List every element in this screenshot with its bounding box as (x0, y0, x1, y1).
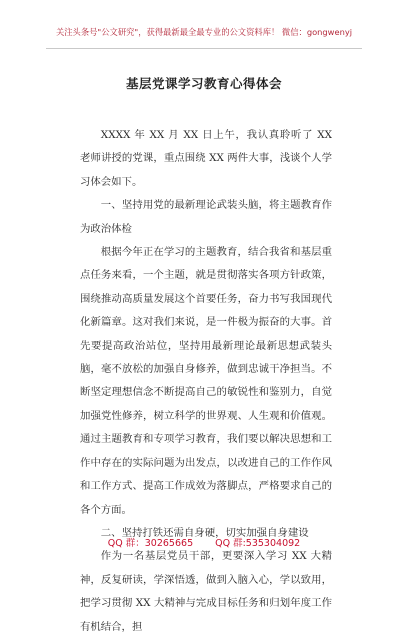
section-heading-2: 二、坚持打铁还需自身硬，切实加强自身建设 (100, 526, 309, 539)
document-body (80, 124, 332, 639)
footer-qq-group-1: QQ 群：30265665 (107, 538, 194, 549)
section-heading-1: 一、坚持用党的最新理论武装头脑，将主题教育作为政治体检 (80, 199, 332, 235)
document-title: 基层党课学习教育心得体会 (125, 76, 282, 91)
footer-contact (0, 535, 408, 549)
paragraph-section-1: 根据今年正在学习的主题教育，结合我省和基层重点任务来看，一个主题，就是贯彻落实各项方针政策，围绕推动高质量发展这个首要任务，奋力书写我国现代化新篇章。这对我们来说，是一件极为振奋的大事。首先要提高政治站位，坚持用最新理论最新思想武装头脑，毫不放松的加强自身修养，做到忠诚干净担当。不断坚定理想信念不断提高自己的敏锐性和鉴别力，自觉加强党性修养，树立科学的世界观、人生观和价值观。通过主题教育和专项学习教育，我们要以解决思想和工作中存在的实际问题为出发点，以改进自己的工作作风和工作方式、提高工作成效为落脚点，严格要求自己的各个方面。 (80, 246, 332, 516)
paragraph-section-2: 作为一名基层党员干部，更要深入学习 XX 大精神，反复研读，学深悟透，做到入脑入心，学以致用，把学习贯彻 XX 大精神与完成目标任务和归划年度工作有机结合，担 (80, 550, 332, 633)
header-promo-note: 关注头条号"公文研究"，获得最新最全最专业的公文资料库！ 微信：gongwenyj (55, 27, 353, 37)
header-divider (46, 48, 362, 49)
footer-qq-group-2: QQ 群:535304092 (215, 538, 301, 549)
paragraph-intro: XXXX 年 XX 月 XX 日上午，我认真聆听了 XX 老师讲授的党课，重点围绕 XX 两件大事，浅谈个人学习体会如下。 (80, 129, 332, 188)
